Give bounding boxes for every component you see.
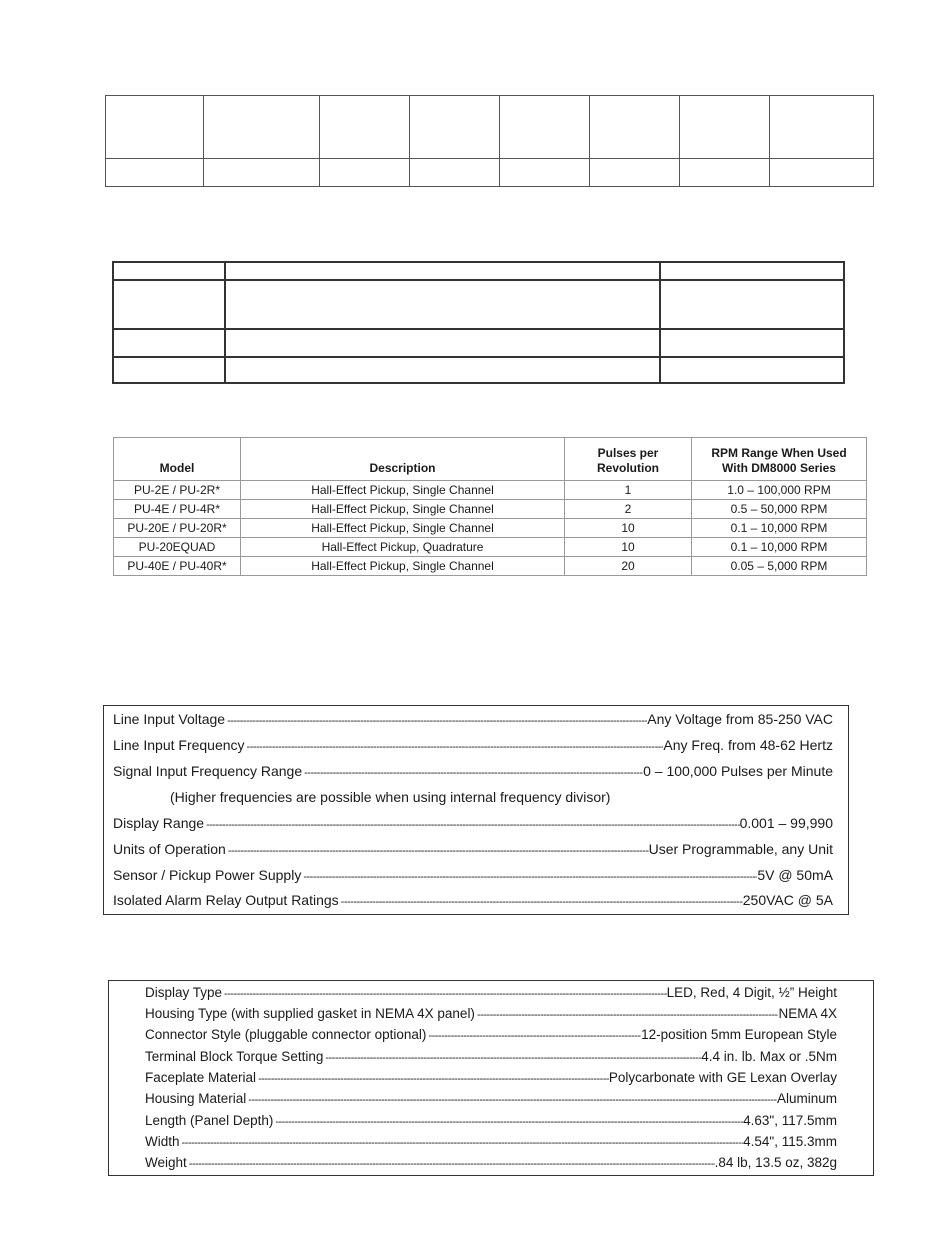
table-cell	[410, 96, 500, 159]
table-header-row	[114, 438, 867, 481]
leader-dashes	[245, 737, 664, 755]
table-cell	[500, 96, 590, 159]
table-row	[113, 280, 844, 329]
leader-dashes	[204, 815, 740, 833]
spec-value: NEMA 4X	[778, 1006, 837, 1021]
table-cell	[770, 159, 874, 187]
leader-dashes	[187, 1154, 715, 1173]
header-model: Model	[114, 438, 241, 481]
spec-row	[113, 709, 833, 729]
electrical-specs-box	[103, 705, 849, 915]
leader-dashes	[301, 867, 757, 885]
table-cell	[113, 329, 225, 357]
spec-row	[113, 735, 833, 755]
spec-value: 5V @ 50mA	[757, 867, 833, 883]
spec-row	[145, 1047, 837, 1067]
cell-rpm: 1.0 – 100,000 RPM	[692, 481, 867, 500]
table-row	[113, 329, 844, 357]
table-cell	[225, 280, 660, 329]
spec-label: Line Input Frequency	[113, 737, 245, 753]
table-cell	[225, 357, 660, 383]
cell-model: PU-40E / PU-40R*	[114, 557, 241, 576]
header-rpm-line2: With DM8000 Series	[722, 461, 836, 475]
table-cell	[113, 280, 225, 329]
table-cell	[660, 329, 844, 357]
cell-pulses: 1	[565, 481, 692, 500]
spec-value: 4.4 in. lb. Max or .5Nm	[701, 1049, 837, 1064]
spec-row	[145, 1089, 837, 1109]
table-cell	[320, 96, 410, 159]
spec-row	[113, 839, 833, 859]
spec-label: Length (Panel Depth)	[145, 1113, 274, 1128]
leader-dashes	[226, 841, 649, 859]
spec-row	[145, 1153, 837, 1173]
table-cell	[204, 159, 320, 187]
table-cell	[590, 159, 680, 187]
table-cell	[320, 159, 410, 187]
spec-label: Terminal Block Torque Setting	[145, 1049, 324, 1064]
spec-value: 0 – 100,000 Pulses per Minute	[643, 763, 833, 779]
cell-model: PU-2E / PU-2R*	[114, 481, 241, 500]
header-pulses-line1: Pulses per	[597, 446, 659, 460]
spec-label: Isolated Alarm Relay Output Ratings	[113, 892, 339, 908]
cell-pulses: 10	[565, 519, 692, 538]
leader-dashes	[426, 1026, 641, 1045]
header-rpm-line1: RPM Range When Used	[711, 446, 847, 460]
table-cell	[113, 262, 225, 280]
spec-row	[145, 1111, 837, 1131]
table-cell	[680, 96, 770, 159]
header-pulses	[565, 438, 692, 481]
cell-description: Hall-Effect Pickup, Single Channel	[241, 519, 565, 538]
table-row	[114, 500, 867, 519]
spec-value: Aluminum	[776, 1091, 837, 1106]
spec-label: Sensor / Pickup Power Supply	[113, 867, 302, 883]
spec-row	[145, 1068, 837, 1088]
cell-rpm: 0.5 – 50,000 RPM	[692, 500, 867, 519]
table-cell	[660, 280, 844, 329]
table-cell	[410, 159, 500, 187]
pickup-models-table	[113, 437, 867, 576]
spec-row	[113, 813, 833, 833]
spec-label: Housing Material	[145, 1091, 247, 1106]
empty-grid-table-2	[112, 261, 845, 384]
table-row	[113, 357, 844, 383]
spec-value: 0.001 – 99,990	[739, 815, 833, 831]
table-cell	[113, 357, 225, 383]
table-row	[113, 262, 844, 280]
spec-value: 12-position 5mm European Style	[641, 1027, 837, 1042]
table-cell	[106, 159, 204, 187]
table-cell	[660, 357, 844, 383]
table-row	[114, 519, 867, 538]
table-cell	[225, 329, 660, 357]
table-cell	[204, 96, 320, 159]
spec-value: User Programmable, any Unit	[648, 841, 833, 857]
table-cell	[225, 262, 660, 280]
cell-model: PU-4E / PU-4R*	[114, 500, 241, 519]
spec-value: 250VAC @ 5A	[742, 892, 833, 908]
cell-description: Hall-Effect Pickup, Single Channel	[241, 557, 565, 576]
leader-dashes	[302, 763, 643, 781]
leader-dashes	[222, 984, 667, 1003]
spec-row	[113, 865, 833, 885]
table-cell	[590, 96, 680, 159]
cell-pulses: 2	[565, 500, 692, 519]
spec-label: Signal Input Frequency Range	[113, 763, 303, 779]
leader-dashes	[246, 1090, 777, 1109]
spec-row	[145, 983, 837, 1003]
spec-value: Any Voltage from 85-250 VAC	[647, 711, 833, 727]
table-cell	[660, 262, 844, 280]
header-rpm	[692, 438, 867, 481]
leader-dashes	[323, 1048, 701, 1067]
leader-dashes	[339, 892, 743, 910]
cell-model: PU-20E / PU-20R*	[114, 519, 241, 538]
spec-note: (Higher frequencies are possible when using internal frequency divisor)	[170, 789, 611, 805]
table-row	[114, 557, 867, 576]
cell-description: Hall-Effect Pickup, Single Channel	[241, 481, 565, 500]
spec-value: LED, Red, 4 Digit, ½” Height	[666, 985, 837, 1000]
leader-dashes	[475, 1005, 779, 1024]
spec-value: Any Freq. from 48-62 Hertz	[663, 737, 833, 753]
spec-value: 4.63", 117.5mm	[743, 1113, 837, 1128]
cell-rpm: 0.05 – 5,000 RPM	[692, 557, 867, 576]
spec-row	[145, 1004, 837, 1024]
spec-row	[113, 761, 833, 781]
table-cell	[770, 96, 874, 159]
cell-description: Hall-Effect Pickup, Quadrature	[241, 538, 565, 557]
spec-label: Weight	[145, 1155, 187, 1170]
spec-row	[145, 1025, 837, 1045]
table-row	[106, 159, 874, 187]
cell-description: Hall-Effect Pickup, Single Channel	[241, 500, 565, 519]
empty-grid-table-1	[105, 95, 874, 187]
leader-dashes	[256, 1069, 609, 1088]
spec-value: 4.54", 115.3mm	[743, 1134, 837, 1149]
leader-dashes	[225, 711, 647, 729]
table-cell	[680, 159, 770, 187]
spec-label: Line Input Voltage	[113, 711, 226, 727]
mechanical-specs-box	[108, 980, 874, 1176]
spec-label: Connector Style (pluggable connector optional)	[145, 1027, 427, 1042]
spec-row	[145, 1132, 837, 1152]
header-description: Description	[241, 438, 565, 481]
header-pulses-line2: Revolution	[597, 461, 659, 475]
spec-label: Faceplate Material	[145, 1070, 257, 1085]
spec-row	[113, 890, 833, 910]
spec-label: Display Range	[113, 815, 205, 831]
cell-pulses: 10	[565, 538, 692, 557]
cell-model: PU-20EQUAD	[114, 538, 241, 557]
table-row	[114, 481, 867, 500]
spec-label: Display Type	[145, 985, 223, 1000]
spec-value: Polycarbonate with GE Lexan Overlay	[608, 1070, 837, 1085]
table-cell	[500, 159, 590, 187]
table-row	[106, 96, 874, 159]
leader-dashes	[273, 1112, 743, 1131]
cell-rpm: 0.1 – 10,000 RPM	[692, 538, 867, 557]
table-cell	[106, 96, 204, 159]
table-row	[114, 538, 867, 557]
spec-value: .84 lb, 13.5 oz, 382g	[714, 1155, 837, 1170]
cell-pulses: 20	[565, 557, 692, 576]
spec-label: Housing Type (with supplied gasket in NEMA 4X panel)	[145, 1006, 475, 1021]
cell-rpm: 0.1 – 10,000 RPM	[692, 519, 867, 538]
spec-label: Units of Operation	[113, 841, 226, 857]
leader-dashes	[180, 1133, 744, 1152]
spec-label: Width	[145, 1134, 180, 1149]
